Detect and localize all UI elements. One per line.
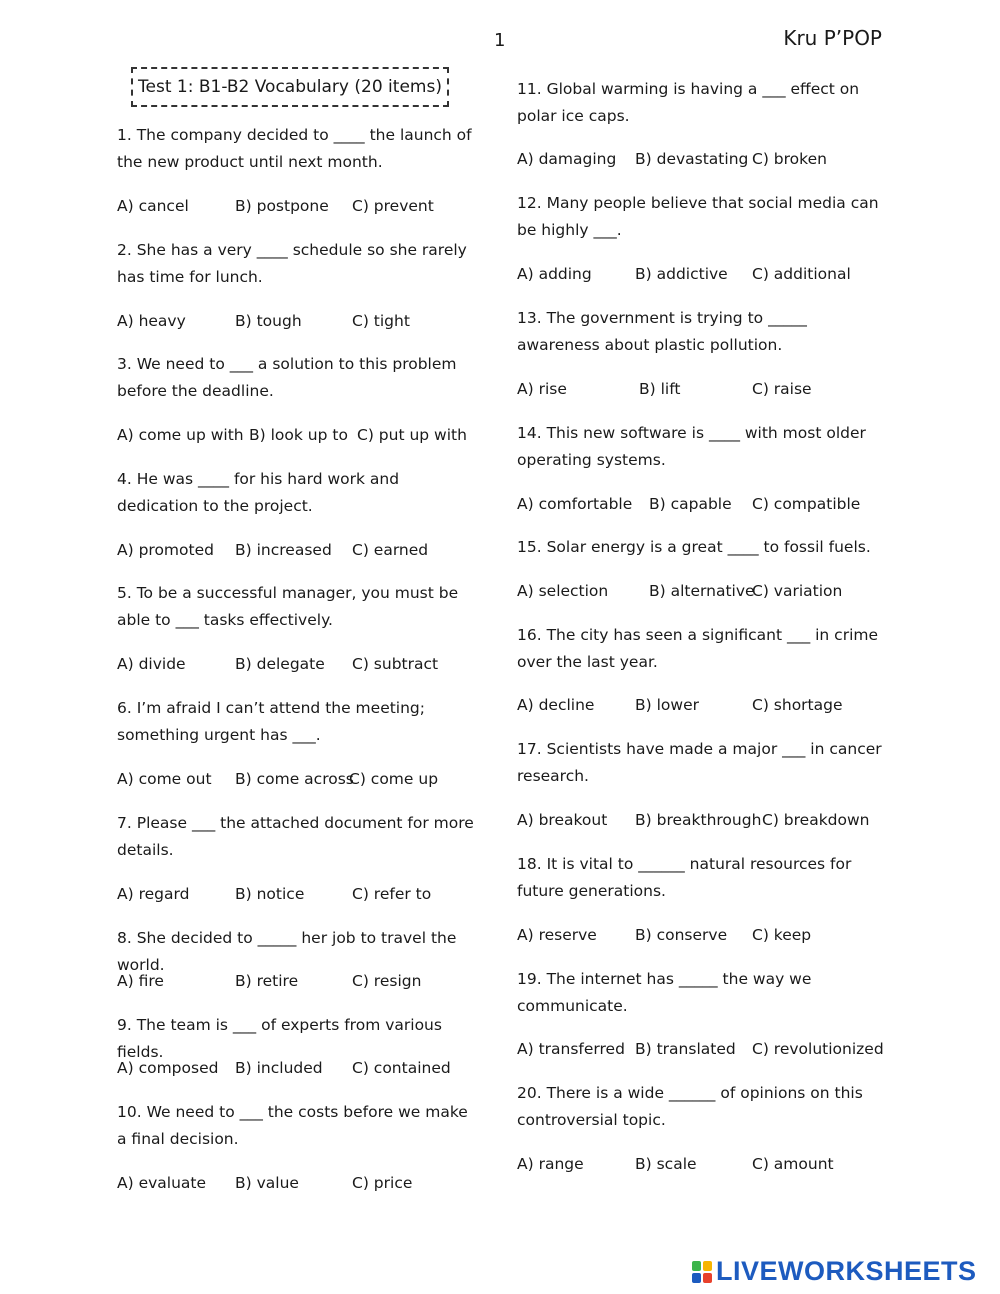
- question-text: 8. She decided to _____ her job to travel the world.: [117, 929, 457, 974]
- question-text: 7. Please ___ the attached document for more details.: [117, 814, 474, 859]
- option-c[interactable]: C) refer to: [352, 885, 432, 903]
- question-text: 1. The company decided to ____ the launch of the new product until next month.: [117, 126, 472, 171]
- option-b[interactable]: B) included: [235, 1059, 323, 1077]
- question-text: 13. The government is trying to _____ awareness about plastic pollution.: [517, 309, 807, 354]
- option-a[interactable]: A) divide: [117, 655, 186, 673]
- option-c[interactable]: C) come up: [349, 770, 439, 788]
- option-c[interactable]: C) broken: [752, 150, 827, 168]
- option-c[interactable]: C) tight: [352, 312, 410, 330]
- option-b[interactable]: B) lift: [639, 380, 681, 398]
- option-b[interactable]: B) lower: [635, 696, 699, 714]
- question-text: 5. To be a successful manager, you must be able to ___ tasks effectively.: [117, 584, 459, 629]
- option-c[interactable]: C) keep: [752, 926, 812, 944]
- liveworksheets-logo[interactable]: [692, 1256, 977, 1287]
- option-b[interactable]: B) conserve: [635, 926, 728, 944]
- option-c[interactable]: C) put up with: [357, 426, 467, 444]
- option-a[interactable]: A) transferred: [517, 1040, 625, 1058]
- question-text: 11. Global warming is having a ___ effect on polar ice caps.: [517, 80, 860, 125]
- option-b[interactable]: B) value: [235, 1174, 299, 1192]
- question-text: 17. Scientists have made a major ___ in cancer research.: [517, 740, 882, 785]
- author-name: Kru P’POP: [783, 26, 882, 50]
- question-text: 16. The city has seen a significant ___ in crime over the last year.: [517, 626, 879, 671]
- option-b[interactable]: B) tough: [235, 312, 302, 330]
- option-a[interactable]: A) selection: [517, 582, 609, 600]
- option-c[interactable]: C) breakdown: [762, 811, 870, 829]
- option-a[interactable]: A) heavy: [117, 312, 186, 330]
- option-b[interactable]: B) delegate: [235, 655, 325, 673]
- option-a[interactable]: A) rise: [517, 380, 567, 398]
- question-text: 15. Solar energy is a great ____ to fossil fuels.: [517, 538, 871, 556]
- question-text: 4. He was ____ for his hard work and dedication to the project.: [117, 470, 400, 515]
- option-c[interactable]: C) additional: [752, 265, 851, 283]
- option-a[interactable]: A) promoted: [117, 541, 214, 559]
- question-text: 14. This new software is ____ with most older operating systems.: [517, 424, 866, 469]
- option-b[interactable]: B) increased: [235, 541, 332, 559]
- option-b[interactable]: B) postpone: [235, 197, 329, 215]
- option-b[interactable]: B) notice: [235, 885, 305, 903]
- option-b[interactable]: B) alternative: [649, 582, 755, 600]
- option-c[interactable]: C) raise: [752, 380, 812, 398]
- option-c[interactable]: C) prevent: [352, 197, 434, 215]
- option-a[interactable]: A) come out: [117, 770, 212, 788]
- option-a[interactable]: A) damaging: [517, 150, 617, 168]
- option-b[interactable]: B) breakthrough: [635, 811, 762, 829]
- option-a[interactable]: A) cancel: [117, 197, 189, 215]
- option-c[interactable]: C) amount: [752, 1155, 834, 1173]
- question-text: 19. The internet has _____ the way we communicate.: [517, 970, 812, 1015]
- option-b[interactable]: B) retire: [235, 972, 299, 990]
- option-c[interactable]: C) resign: [352, 972, 422, 990]
- option-a[interactable]: A) breakout: [517, 811, 608, 829]
- option-a[interactable]: A) reserve: [517, 926, 597, 944]
- option-b[interactable]: B) translated: [635, 1040, 736, 1058]
- option-b[interactable]: B) look up to: [249, 426, 348, 444]
- question-text: 10. We need to ___ the costs before we make a final decision.: [117, 1103, 468, 1148]
- option-a[interactable]: A) range: [517, 1155, 584, 1173]
- question-text: 18. It is vital to ______ natural resources for future generations.: [517, 855, 852, 900]
- question-text: 6. I’m afraid I can’t attend the meeting; something urgent has ___.: [117, 699, 425, 744]
- option-a[interactable]: A) comfortable: [517, 495, 633, 513]
- option-c[interactable]: C) shortage: [752, 696, 843, 714]
- option-a[interactable]: A) evaluate: [117, 1174, 207, 1192]
- logo-mark-icon: [692, 1261, 712, 1283]
- option-a[interactable]: A) adding: [517, 265, 592, 283]
- question-text: 12. Many people believe that social media can be highly ___.: [517, 194, 879, 239]
- test-title: Test 1: B1-B2 Vocabulary (20 items): [138, 77, 442, 97]
- option-a[interactable]: A) come up with: [117, 426, 244, 444]
- logo-text: LIVEWORKSHEETS: [716, 1256, 977, 1286]
- question-text: 20. There is a wide ______ of opinions on this controversial topic.: [517, 1084, 863, 1129]
- page-number: 1: [494, 30, 506, 51]
- test-title-box: [131, 67, 449, 107]
- question-text: 2. She has a very ____ schedule so she rarely has time for lunch.: [117, 241, 467, 286]
- question-text: 3. We need to ___ a solution to this problem before the deadline.: [117, 355, 457, 400]
- option-c[interactable]: C) subtract: [352, 655, 439, 673]
- option-c[interactable]: C) contained: [352, 1059, 451, 1077]
- option-b[interactable]: B) come across: [235, 770, 354, 788]
- option-c[interactable]: C) revolutionized: [752, 1040, 884, 1058]
- option-a[interactable]: A) fire: [117, 972, 164, 990]
- option-b[interactable]: B) scale: [635, 1155, 697, 1173]
- option-b[interactable]: B) addictive: [635, 265, 728, 283]
- option-a[interactable]: A) decline: [517, 696, 595, 714]
- option-a[interactable]: A) composed: [117, 1059, 219, 1077]
- option-c[interactable]: C) earned: [352, 541, 429, 559]
- option-b[interactable]: B) capable: [649, 495, 732, 513]
- question-text: 9. The team is ___ of experts from various fields.: [117, 1016, 442, 1061]
- option-b[interactable]: B) devastating: [635, 150, 749, 168]
- option-c[interactable]: C) compatible: [752, 495, 861, 513]
- option-c[interactable]: C) price: [352, 1174, 413, 1192]
- option-c[interactable]: C) variation: [752, 582, 843, 600]
- option-a[interactable]: A) regard: [117, 885, 190, 903]
